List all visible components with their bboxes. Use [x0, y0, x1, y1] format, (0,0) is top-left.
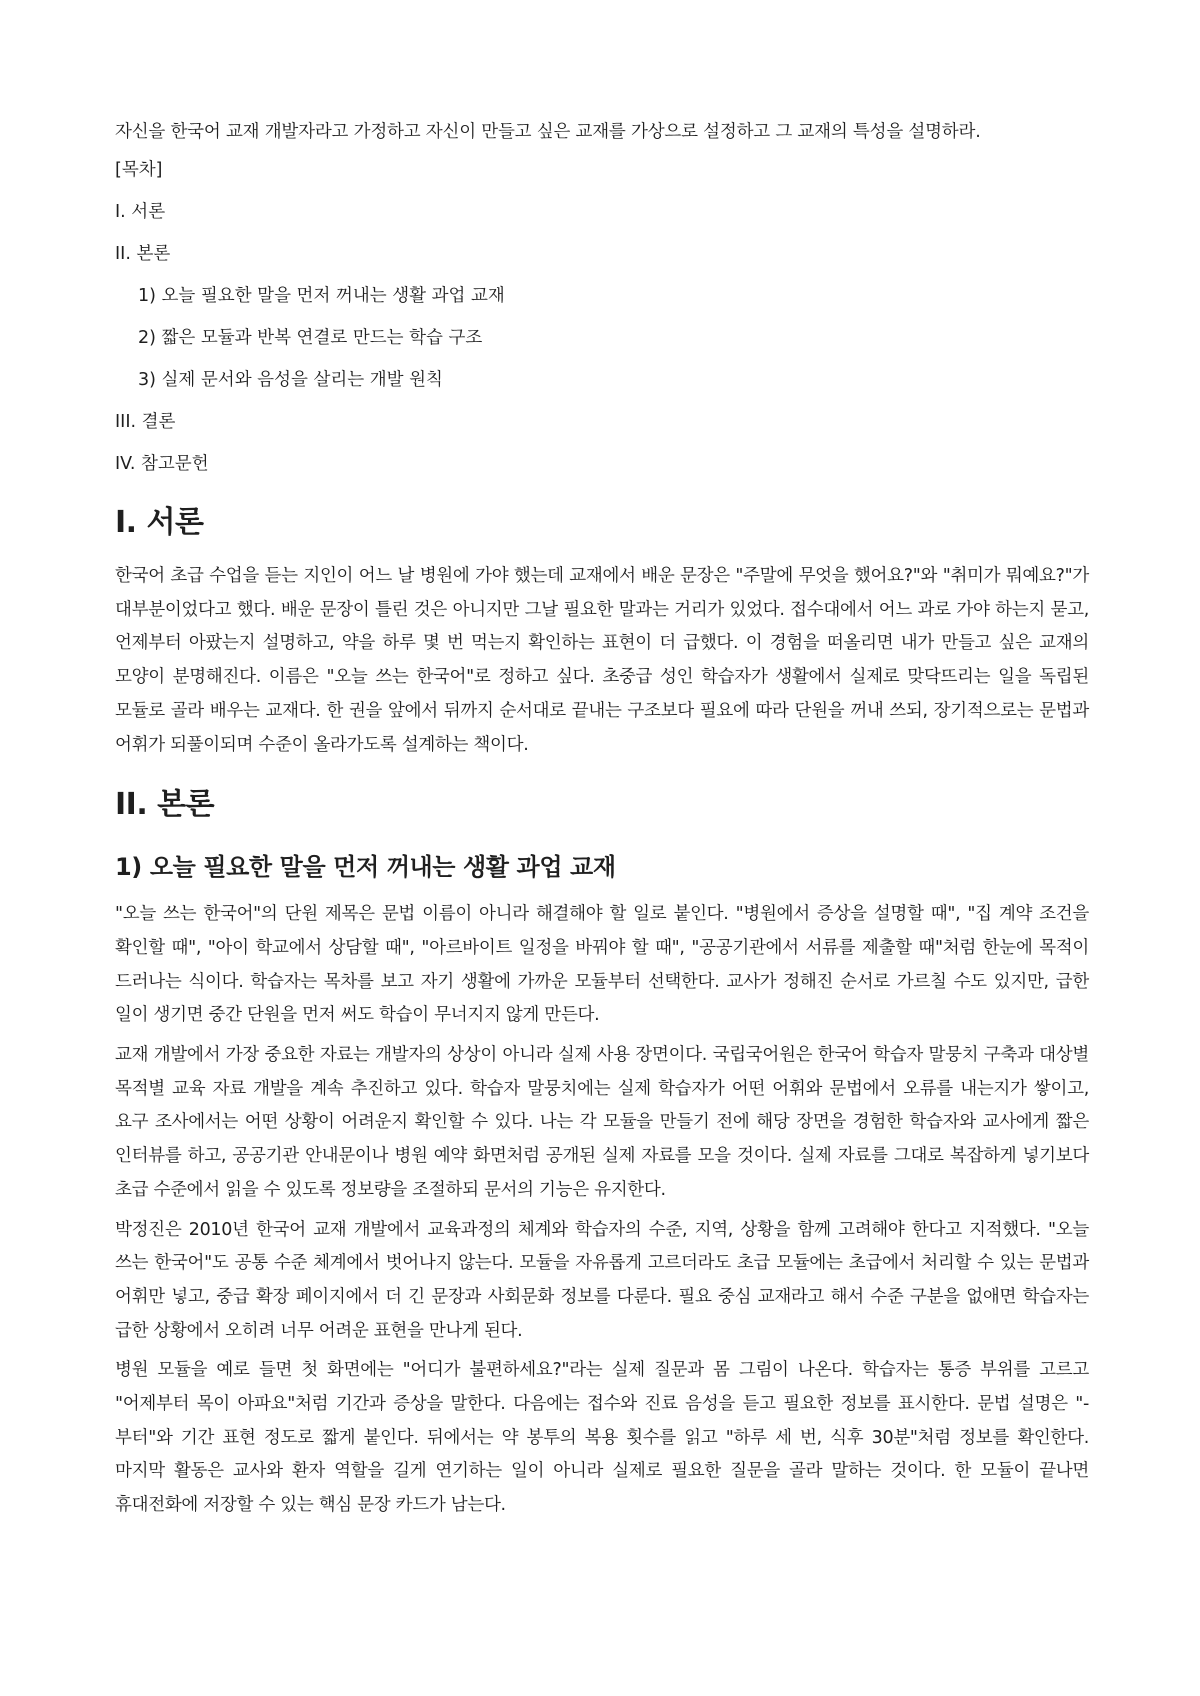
toc-item-body: II. 본론 — [115, 244, 171, 264]
body-paragraph: 교재 개발에서 가장 중요한 자료는 개발자의 상상이 아니라 실제 사용 장면이다. 국립국어원은 한국어 학습자 말뭉치 구축과 대상별 목적별 교육 자료 개발을 계속 추진하고 있다. 학습자 말뭉치에는 실제 학습자가 어떤 어휘와 문법에서 오류를 내는지가 쌓이고, 요구 조사에서는 어떤 상황이 어려운지 확인할 수 있다. 나는 각 모듈을 만들기 전에 해당 장면을 경험한 학습자와 교사에게 짧은 인터뷰를 하고, 공공기관 안내문이나 병원 예약 화면처럼 공개된 실제 자료를 모을 것이다. 실제 자료를 그대로 복잡하게 넣기보다 초급 수준에서 읽을 수 있도록 정보량을 조절하되 문서의 기능은 유지한다. — [115, 1045, 1089, 1200]
intro-paragraph: 한국어 초급 수업을 듣는 지인이 어느 날 병원에 가야 했는데 교재에서 배운 문장은 "주말에 무엇을 했어요?"와 "취미가 뭐예요?"가 대부분이었다고 했다. 배운 문장이 틀린 것은 아니지만 그날 필요한 말과는 거리가 있었다. 접수대에서 어느 과로 가야 하는지 묻고, 언제부터 아팠는지 설명하고, 약을 하루 몇 번 먹는지 확인하는 표현이 더 급했다. 이 경험을 떠올리면 내가 만들고 싶은 교재의 모양이 분명해진다. 이름은 "오늘 쓰는 한국어"로 정하고 싶다. 초중급 성인 학습자가 생활에서 실제로 맞닥뜨리는 일을 독립된 모듈로 골라 배우는 교재다. 한 권을 앞에서 뒤까지 순서대로 끝내는 구조보다 필요에 따라 단원을 꺼내 쓰되, 장기적으로는 문법과 어휘가 되풀이되며 수준이 올라가도록 설계하는 책이다. — [115, 566, 1089, 755]
toc-item-intro: I. 서론 — [115, 202, 166, 222]
body-paragraph: 병원 모듈을 예로 들면 첫 화면에는 "어디가 불편하세요?"라는 실제 질문과 몸 그림이 나온다. 학습자는 통증 부위를 고르고 "어제부터 목이 아파요"처럼 기간과 증상을 말한다. 다음에는 접수와 진료 음성을 듣고 필요한 정보를 표시한다. 문법 설명은 "-부터"와 기간 표현 정도로 짧게 붙인다. 뒤에서는 약 봉투의 복용 횟수를 읽고 "하루 세 번, 식후 30분"처럼 정보를 확인한다. 마지막 활동은 교사와 환자 역할을 길게 연기하는 일이 아니라 실제로 필요한 질문을 골라 말하는 것이다. 한 모듈이 끝나면 휴대전화에 저장할 수 있는 핵심 문장 카드가 남는다. — [115, 1360, 1089, 1516]
section-heading-body: II. 본론 — [115, 787, 215, 823]
toc-item-conclusion: III. 결론 — [115, 412, 176, 432]
assignment-prompt: 자신을 한국어 교재 개발자라고 가정하고 자신이 만들고 싶은 교재를 가상으로 설정하고 그 교재의 특성을 설명하라. — [115, 122, 981, 142]
body-paragraph: 박정진은 2010년 한국어 교재 개발에서 교육과정의 체계와 학습자의 수준, 지역, 상황을 함께 고려해야 한다고 지적했다. "오늘 쓰는 한국어"도 공통 수준 체계에서 벗어나지 않는다. 모듈을 자유롭게 고르더라도 초급 모듈에는 초급에서 처리할 수 있는 문법과 어휘만 넣고, 중급 확장 페이지에서 더 긴 문장과 사회문화 정보를 다룬다. 필요 중심 교재라고 해서 수준 구분을 없애면 학습자는 급한 상황에서 오히려 너무 어려운 표현을 만나게 된다. — [115, 1219, 1089, 1341]
toc-subitem-1: 1) 오늘 필요한 말을 먼저 꺼내는 생활 과업 교재 — [138, 286, 505, 306]
subsection-heading-1: 1) 오늘 필요한 말을 먼저 꺼내는 생활 과업 교재 — [115, 853, 616, 882]
table-of-contents — [115, 156, 1089, 478]
toc-title: [목차] — [115, 160, 163, 180]
toc-item-references: IV. 참고문헌 — [115, 454, 209, 474]
section-heading-intro: I. 서론 — [115, 505, 204, 540]
toc-subitem-2: 2) 짧은 모듈과 반복 연결로 만드는 학습 구조 — [138, 328, 483, 348]
body-paragraph: "오늘 쓰는 한국어"의 단원 제목은 문법 이름이 아니라 해결해야 할 일로 붙인다. "병원에서 증상을 설명할 때", "집 계약 조건을 확인할 때", "아이 학교에서 상담할 때", "아르바이트 일정을 바꿔야 할 때", "공공기관에서 서류를 제출할 때"처럼 한눈에 목적이 드러나는 식이다. 학습자는 목차를 보고 자기 생활에 가까운 모듈부터 선택한다. 교사가 정해진 순서로 가르칠 수도 있지만, 급한 일이 생기면 중간 단원을 먼저 써도 학습이 무너지지 않게 만든다. — [115, 904, 1089, 1026]
toc-subitem-3: 3) 실제 문서와 음성을 살리는 개발 원칙 — [138, 370, 443, 390]
